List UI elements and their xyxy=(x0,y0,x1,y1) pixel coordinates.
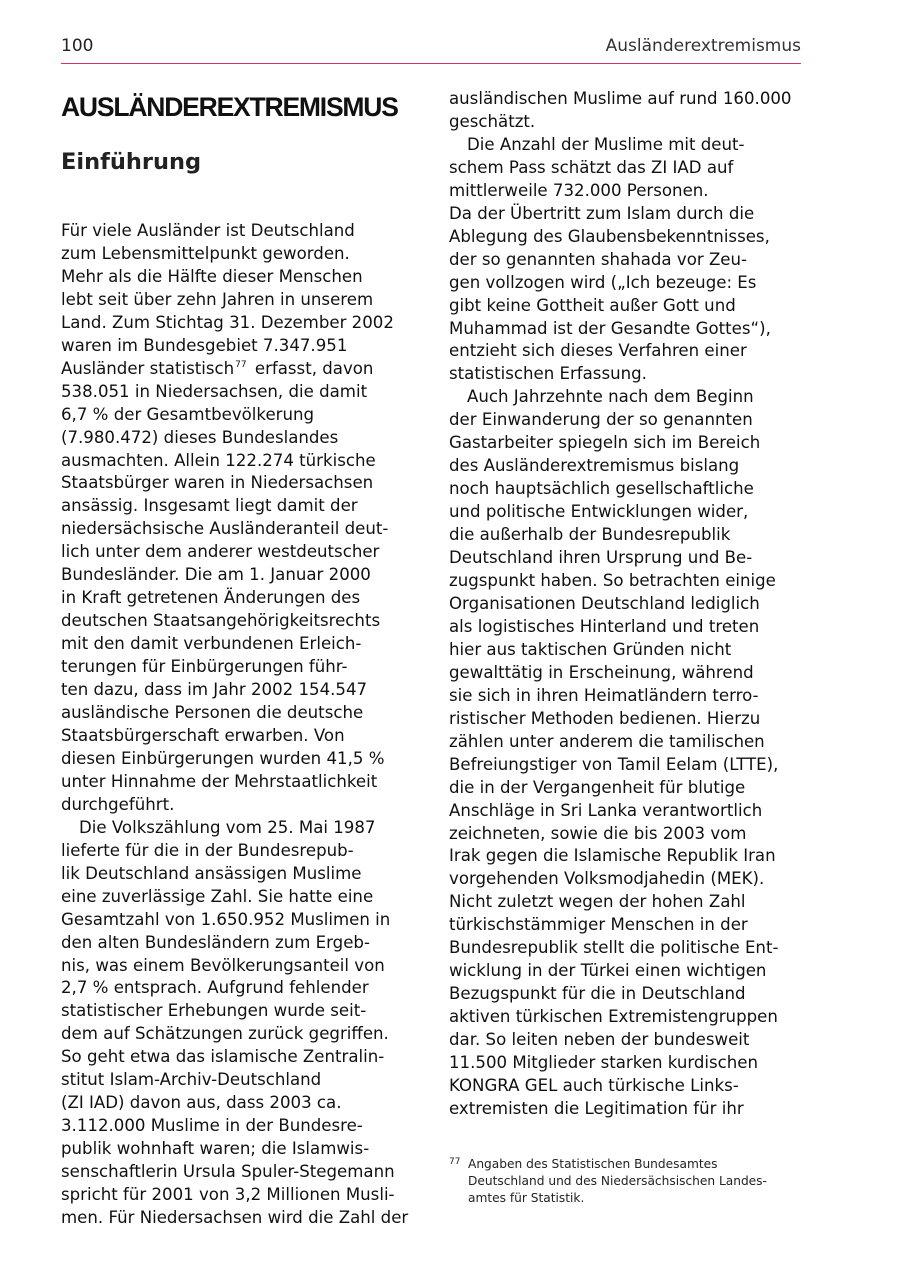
header-rule xyxy=(61,63,801,64)
text-line: 11.500 Mitglieder starken kurdischen xyxy=(449,1053,759,1073)
text-line: ristischer Methoden bedienen. Hierzu xyxy=(449,708,761,728)
footnote-line: amtes für Statistik. xyxy=(468,1191,585,1205)
text-line: aktiven türkischen Extremistengruppen xyxy=(449,1007,778,1027)
text-line: gibt keine Gottheit außer Gott und xyxy=(449,295,736,315)
text-line: ansässig. Insgesamt liegt damit der xyxy=(61,496,358,516)
text-line: ausmachten. Allein 122.274 türkische xyxy=(61,450,376,470)
text-line: statistischer Erhebungen wurde seit- xyxy=(61,1001,367,1021)
text-line: Bezugspunkt für die in Deutschland xyxy=(449,984,746,1004)
text-line: als logistisches Hinterland und treten xyxy=(449,616,760,636)
text-line xyxy=(61,358,421,381)
text-line: (7.980.472) dieses Bundeslandes xyxy=(61,427,339,447)
footnote-line: Deutschland und des Niedersächsischen Landes- xyxy=(468,1174,767,1188)
text-line: KONGRA GEL auch türkische Links- xyxy=(449,1075,739,1095)
text-line: Die Anzahl der Muslime mit deut- xyxy=(467,134,745,154)
text-line: 6,7 % der Gesamtbevölkerung xyxy=(61,404,315,424)
text-line: So geht etwa das islamische Zentralin- xyxy=(61,1047,385,1067)
text-line: Deutschland ihren Ursprung und Be- xyxy=(449,548,753,568)
text-line: Für viele Ausländer ist Deutschland xyxy=(61,221,355,240)
text-line: publik wohnhaft waren; die Islamwis- xyxy=(61,1139,370,1159)
text-line: zugspunkt haben. So betrachten einige xyxy=(449,571,776,591)
text-line: Anschläge in Sri Lanka verantwortlich xyxy=(449,800,763,820)
text-line: Mehr als die Hälfte dieser Menschen xyxy=(61,266,363,286)
text-line: eine zuverlässige Zahl. Sie hatte eine xyxy=(61,886,374,906)
left-column xyxy=(61,88,421,1230)
footnote-line: Angaben des Statistischen Bundesamtes xyxy=(468,1157,718,1171)
text-line: lich unter dem anderer westdeutscher xyxy=(61,542,380,562)
text-line: nis, was einem Bevölkerungsanteil von xyxy=(61,955,385,975)
text-fragment: Ausländer statistisch xyxy=(61,358,235,378)
text-line: Befreiungstiger von Tamil Eelam (LTTE), xyxy=(449,754,779,774)
running-title: Ausländerextremismus xyxy=(605,36,801,56)
text-line: lik Deutschland ansässigen Muslime xyxy=(61,863,362,883)
text-line: lieferte für die in der Bundesrepub- xyxy=(61,840,354,860)
text-line: diesen Einbürgerungen wurden 41,5 % xyxy=(61,748,385,768)
text-line: schem Pass schätzt das ZI IAD auf xyxy=(449,157,734,177)
text-line: Organisationen Deutschland lediglich xyxy=(449,593,760,613)
text-line: entzieht sich dieses Verfahren einer xyxy=(449,341,747,361)
text-line: Ablegung des Glaubensbekenntnisses, xyxy=(449,226,770,246)
text-line: ten dazu, dass im Jahr 2002 154.547 xyxy=(61,680,368,700)
text-line: spricht für 2001 von 3,2 Millionen Musli- xyxy=(61,1185,395,1205)
footnote-reference: 77 xyxy=(235,360,247,371)
text-fragment: erfasst, davon xyxy=(249,358,374,378)
text-line: 538.051 in Niedersachsen, die damit xyxy=(61,381,368,401)
right-column xyxy=(449,88,809,1121)
footnote xyxy=(449,1156,809,1207)
text-line: gewalttätig in Erscheinung, während xyxy=(449,662,754,682)
text-line: in Kraft getretenen Änderungen des xyxy=(61,588,361,608)
chapter-title: AUSLÄNDEREXTREMISMUS xyxy=(61,92,398,122)
text-line: der so genannten shahada vor Zeu- xyxy=(449,249,748,269)
page-number: 100 xyxy=(61,36,94,56)
text-line: vorgehenden Volksmodjahedin (MEK). xyxy=(449,869,765,889)
text-line: Gastarbeiter spiegeln sich im Bereich xyxy=(449,433,761,453)
text-line: (ZI IAD) davon aus, dass 2003 ca. xyxy=(61,1093,342,1113)
text-line: unter Hinnahme der Mehrstaatlichkeit xyxy=(61,771,378,791)
text-line: Muhammad ist der Gesandte Gottes“), xyxy=(449,318,771,338)
text-line: noch hauptsächlich gesellschaftliche xyxy=(449,479,754,499)
text-line: des Ausländerextremismus bislang xyxy=(449,456,740,476)
text-line: mit den damit verbundenen Erleich- xyxy=(61,634,362,654)
text-line: statistischen Erfassung. xyxy=(449,364,647,384)
text-line: mittlerweile 732.000 Personen. xyxy=(449,180,709,200)
text-line: 2,7 % entsprach. Aufgrund fehlender xyxy=(61,978,369,998)
text-line: Gesamtzahl von 1.650.952 Muslimen in xyxy=(61,909,391,929)
text-line: terungen für Einbürgerungen führ- xyxy=(61,657,348,677)
text-line: durchgeführt. xyxy=(61,794,175,814)
text-line: waren im Bundesgebiet 7.347.951 xyxy=(61,335,348,355)
footnote-number: 77 xyxy=(449,1157,461,1167)
section-title: Einführung xyxy=(61,149,202,175)
text-line: Nicht zuletzt wegen der hohen Zahl xyxy=(449,892,746,912)
text-line: Die Volkszählung vom 25. Mai 1987 xyxy=(79,817,376,837)
text-line: ausländische Personen die deutsche xyxy=(61,703,364,723)
text-line: den alten Bundesländern zum Ergeb- xyxy=(61,932,370,952)
text-line: dar. So leiten neben der bundesweit xyxy=(449,1030,750,1050)
text-line: die in der Vergangenheit für blutige xyxy=(449,777,746,797)
text-line: Land. Zum Stichtag 31. Dezember 2002 xyxy=(61,312,394,332)
text-line: Da der Übertritt zum Islam durch die xyxy=(449,203,755,223)
text-line: senschaftlerin Ursula Spuler-Stegemann xyxy=(61,1162,395,1182)
text-line: zum Lebensmittelpunkt geworden. xyxy=(61,243,350,263)
text-line: men. Für Niedersachsen wird die Zahl der xyxy=(61,1207,409,1227)
text-line: türkischstämmiger Menschen in der xyxy=(449,915,748,935)
page-header xyxy=(61,36,801,62)
text-line: ausländischen Muslime auf rund 160.000 xyxy=(449,89,792,108)
text-line: Staatsbürger waren in Niedersachsen xyxy=(61,473,374,493)
text-line: niedersächsische Ausländeranteil deut- xyxy=(61,519,389,539)
text-line: dem auf Schätzungen zurück gegriffen. xyxy=(61,1024,389,1044)
text-line: und politische Entwicklungen wider, xyxy=(449,502,749,522)
text-line: 3.112.000 Muslime in der Bundesre- xyxy=(61,1116,363,1136)
text-line: geschätzt. xyxy=(449,111,536,131)
text-line: lebt seit über zehn Jahren in unserem xyxy=(61,289,374,309)
text-line: hier aus taktischen Gründen nicht xyxy=(449,639,732,659)
text-line: sie sich in ihren Heimatländern terro- xyxy=(449,685,759,705)
text-line: der Einwanderung der so genannten xyxy=(449,410,753,430)
text-line: zeichneten, sowie die bis 2003 vom xyxy=(449,823,747,843)
text-line: stitut Islam-Archiv-Deutschland xyxy=(61,1070,322,1090)
text-line: zählen unter anderem die tamilischen xyxy=(449,731,765,751)
text-line: Staatsbürgerschaft erwarben. Von xyxy=(61,725,345,745)
text-line: Auch Jahrzehnte nach dem Beginn xyxy=(467,387,754,407)
text-line: wicklung in der Türkei einen wichtigen xyxy=(449,961,767,981)
footnote-text xyxy=(468,1156,809,1207)
text-line: deutschen Staatsangehörigkeitsrechts xyxy=(61,611,381,631)
text-line: gen vollzogen wird („Ich bezeuge: Es xyxy=(449,272,757,292)
text-line: Bundesländer. Die am 1. Januar 2000 xyxy=(61,565,371,585)
text-line: extremisten die Legitimation für ihr xyxy=(449,1098,744,1118)
text-line: Bundesrepublik stellt die politische Ent- xyxy=(449,938,779,958)
text-line: die außerhalb der Bundesrepublik xyxy=(449,525,731,545)
text-line: Irak gegen die Islamische Republik Iran xyxy=(449,846,776,866)
